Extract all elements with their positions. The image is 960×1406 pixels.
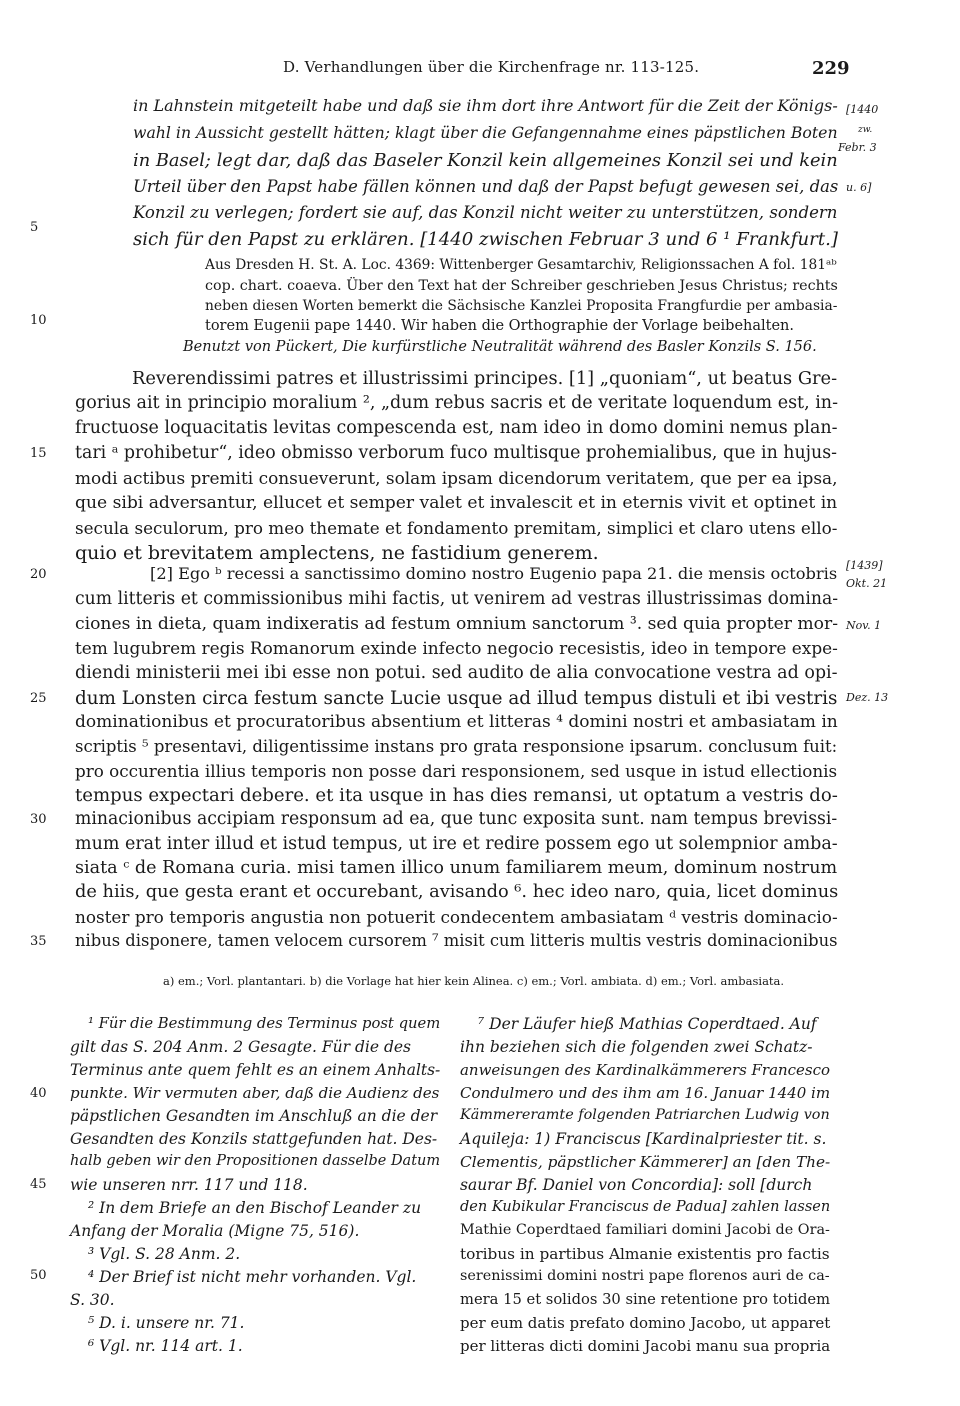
footnote-line: punkte. Wir vermuten aber, daß die Audienz des [70, 1084, 440, 1102]
footnote-line: S. 30. [70, 1291, 115, 1309]
intro-line: sich für den Papst zu erklären. [1440 zwischen Februar 3 und 6 ¹ Frankfurt.] [133, 229, 838, 250]
footnote-line: Kämmereramte folgenden Patriarchen Ludwig von [460, 1107, 830, 1123]
line-number: 5 [30, 220, 39, 235]
footnote-line: ⁴ Der Brief ist nicht mehr vorhanden. Vgl. [88, 1268, 417, 1286]
line-number: 45 [30, 1177, 47, 1192]
footnote-line: Anfang der Moralia (Migne 75, 516). [70, 1222, 360, 1240]
footnote-line: anweisungen des Kardinalkämmerers Francesco [460, 1061, 830, 1079]
footnote-line: Mathie Coperdtaed familiari domini Jacobi de Ora- [460, 1222, 830, 1238]
footnote-line: ihn beziehen sich die folgenden zwei Schatz- [460, 1038, 813, 1056]
body-line: dum Lonsten circa festum sancte Lucie usque ad illud tempus distuli et ibi vestris [75, 688, 838, 709]
margin-date-note: [1440 [846, 103, 879, 116]
footnote-line: ² In dem Briefe an den Bischof Leander zu [88, 1199, 422, 1217]
margin-date-note: Dez. 13 [846, 691, 889, 704]
body-line: ciones in dieta, quam indixeratis ad festum omnium sanctorum ³. sed quia propter mor- [75, 614, 839, 634]
margin-date-note: zw. [858, 125, 873, 135]
body-line: de hiis, que gesta erant et occurebant, avisando ⁶. hec ideo naro, quia, licet dominus [75, 882, 839, 902]
line-number: 25 [30, 691, 47, 706]
line-number: 40 [30, 1086, 47, 1101]
body-line: siata ᶜ de Romana curia. misi tamen illico unum familiarem meum, dominum nostrum [75, 858, 838, 878]
body-line: nibus disponere, tamen velocem cursorem ⁷ misit cum litteris multis vestris dominacionibus [75, 931, 838, 950]
body-line: gorius ait in principio moralium ², „dum rebus sacris et de veritate loquendum est, in- [75, 393, 838, 413]
footnote-line: gilt das S. 204 Anm. 2 Gesagte. Für die des [70, 1038, 412, 1056]
body-line: modi actibus premiti consueverunt, solam ipsam dicendorum veritatem, que per ea ipsa, [75, 468, 838, 488]
footnote-line: wie unseren nrr. 117 und 118. [70, 1176, 308, 1194]
margin-date-note: u. 6] [846, 181, 872, 194]
line-number: 10 [30, 313, 47, 328]
body-line: fructuose loquacitatis levitas compescenda est, nam ideo in domo domini nemus plan- [75, 418, 838, 438]
body-line: quio et brevitatem amplectens, ne fastidium generem. [75, 542, 599, 564]
margin-date-note: Nov. 1 [846, 619, 882, 632]
footnote-line: päpstlichen Gesandten im Anschluß an die der [70, 1107, 438, 1125]
footnote-line: halb geben wir den Propositionen dasselbe Datum [70, 1153, 441, 1169]
line-number: 35 [30, 934, 47, 949]
intro-line: Urteil über den Papst habe fällen können und daß der Papst befugt gewesen sei, das [133, 177, 839, 196]
body-line: tempus expectari debere. et ita usque in has dies remansi, ut optatum a vestris do- [75, 785, 838, 806]
footnote-line: ³ Vgl. S. 28 Anm. 2. [88, 1245, 241, 1263]
margin-date-note: Febr. 3 [838, 141, 877, 154]
line-number: 20 [30, 567, 47, 582]
body-line: noster pro temporis angustia non potuerit condecentem ambasiatam ᵈ vestris dominacio- [75, 907, 838, 927]
body-line: que sibi adversantur, ellucet et semper valet et invalescit et in eternis vivit et optinet in [75, 493, 838, 513]
footnote-line: ¹ Für die Bestimmung des Terminus post quem [88, 1015, 441, 1032]
body-line: minacionibus accipiam responsum ad ea, que tunc exposita sunt. nam tempus brevissi- [75, 809, 838, 829]
body-line: tem lugubrem regis Romanorum exinde infecto negocio recesistis, ideo in tempore expe- [75, 638, 838, 658]
page-number: 229 [812, 58, 850, 79]
footnote-line: Aquileja: 1) Franciscus [Kardinalpriester tit. s. [460, 1130, 827, 1148]
body-line: tari ᵃ prohibetur“, ideo obmisso verborum fuco multisque prohemialibus, que in hujus- [75, 443, 837, 463]
footnote-line: toribus in partibus Almanie existentis pro factis [460, 1245, 830, 1263]
body-line: [2] Ego ᵇ recessi a sanctissimo domino nostro Eugenio papa 21. die mensis octobris [150, 564, 838, 583]
body-line: secula seculorum, pro meo themate et fondamento premitam, simplici et claro utens ello- [75, 518, 838, 538]
source-line: Benutzt von Pückert, Die kurfürstliche Neutralität während des Basler Konzils S. 156. [183, 339, 817, 355]
running-title: D. Verhandlungen über die Kirchenfrage nr. 113-125. [283, 58, 700, 76]
body-line: diendi ministerii mei ibi esse non potui. sed audito de alia convocatione vestra ad opi- [75, 663, 838, 683]
footnote-line: serenissimi domini nostri pape florenos auri de ca- [460, 1268, 830, 1284]
body-line: dominationibus et procuratoribus absentium et litteras ⁴ domini nostri et ambasiatam in [75, 712, 838, 732]
footnote-line: mera 15 et solidos 30 sine retentione pro totidem [460, 1291, 831, 1308]
body-line: pro occurentia illius temporis non posse dari responsionem, sed usque in istud ellectionis [75, 761, 838, 781]
source-line: torem Eugenii pape 1440. Wir haben die Orthographie der Vorlage beibehalten. [205, 318, 795, 334]
source-line: Aus Dresden H. St. A. Loc. 4369: Wittenberger Gesamtarchiv, Religionssachen A fol. 181ᵃᵇ [205, 257, 837, 273]
footnote-line: saurar Bf. Daniel von Concordia]: soll [durch [460, 1176, 813, 1194]
footnote-line: Clementis, päpstlicher Kämmerer] an [den The- [460, 1153, 831, 1171]
intro-line: wahl in Aussicht gestellt hätten; klagt über die Gefangennahme eines päpstlichen Boten [133, 123, 838, 142]
body-line: Reverendissimi patres et illustrissimi principes. [1] „quoniam“, ut beatus Gre- [132, 368, 838, 389]
footnote-line: Condulmero und des ihm am 16. Januar 1440 im [460, 1084, 831, 1102]
body-line: scriptis ⁵ presentavi, diligentissime instans pro grata responsione ipsarum. conclusum fuit: [75, 737, 838, 756]
line-number: 50 [30, 1268, 47, 1283]
footnote-line: ⁵ D. i. unsere nr. 71. [88, 1314, 245, 1332]
footnote-line: Gesandten des Konzils stattgefunden hat. Des- [70, 1130, 438, 1148]
footnote-line: Terminus ante quem fehlt es an einem Anhalts- [70, 1061, 441, 1079]
margin-date-note: [1439] [846, 559, 883, 572]
margin-date-note: Okt. 21 [846, 577, 888, 590]
intro-line: in Lahnstein mitgeteilt habe und daß sie ihm dort ihre Antwort für die Zeit der Königs- [133, 96, 838, 115]
intro-line: in Basel; legt dar, daß das Baseler Konzil kein allgemeines Konzil sei und kein [133, 150, 838, 171]
intro-line: Konzil zu verlegen; fordert sie auf, das Konzil nicht weiter zu unterstützen, sondern [133, 203, 838, 222]
footnote-line: ⁶ Vgl. nr. 114 art. 1. [88, 1337, 243, 1355]
body-line: mum erat inter illud et istud tempus, ut ire et redire possem ego ut solempnior amba- [75, 834, 838, 854]
source-line: neben diesen Worten bemerkt die Sächsische Kanzlei Proposita Frangfurdie per ambasia- [205, 298, 838, 314]
footnote-line: per litteras dicti domini Jacobi manu sua propria [460, 1337, 831, 1355]
body-line: cum litteris et commissionibus mihi factis, ut venirem ad vestras illustrissimas domina- [75, 589, 839, 609]
line-number: 15 [30, 446, 47, 461]
source-line: cop. chart. coaeva. Über den Text hat der Schreiber geschrieben Jesus Christus; rechts [205, 278, 838, 294]
line-number: 30 [30, 812, 47, 827]
critical-apparatus: a) em.; Vorl. plantantari. b) die Vorlage hat hier kein Alinea. c) em.; Vorl. ambiata. d) em.; Vorl. ambasiata. [163, 974, 785, 988]
footnote-line: den Kubikular Franciscus de Padua] zahlen lassen [460, 1199, 831, 1215]
footnote-line: ⁷ Der Läufer hieß Mathias Coperdtaed. Auf [478, 1015, 817, 1033]
footnote-line: per eum datis prefato domino Jacobo, ut apparet [460, 1314, 831, 1332]
